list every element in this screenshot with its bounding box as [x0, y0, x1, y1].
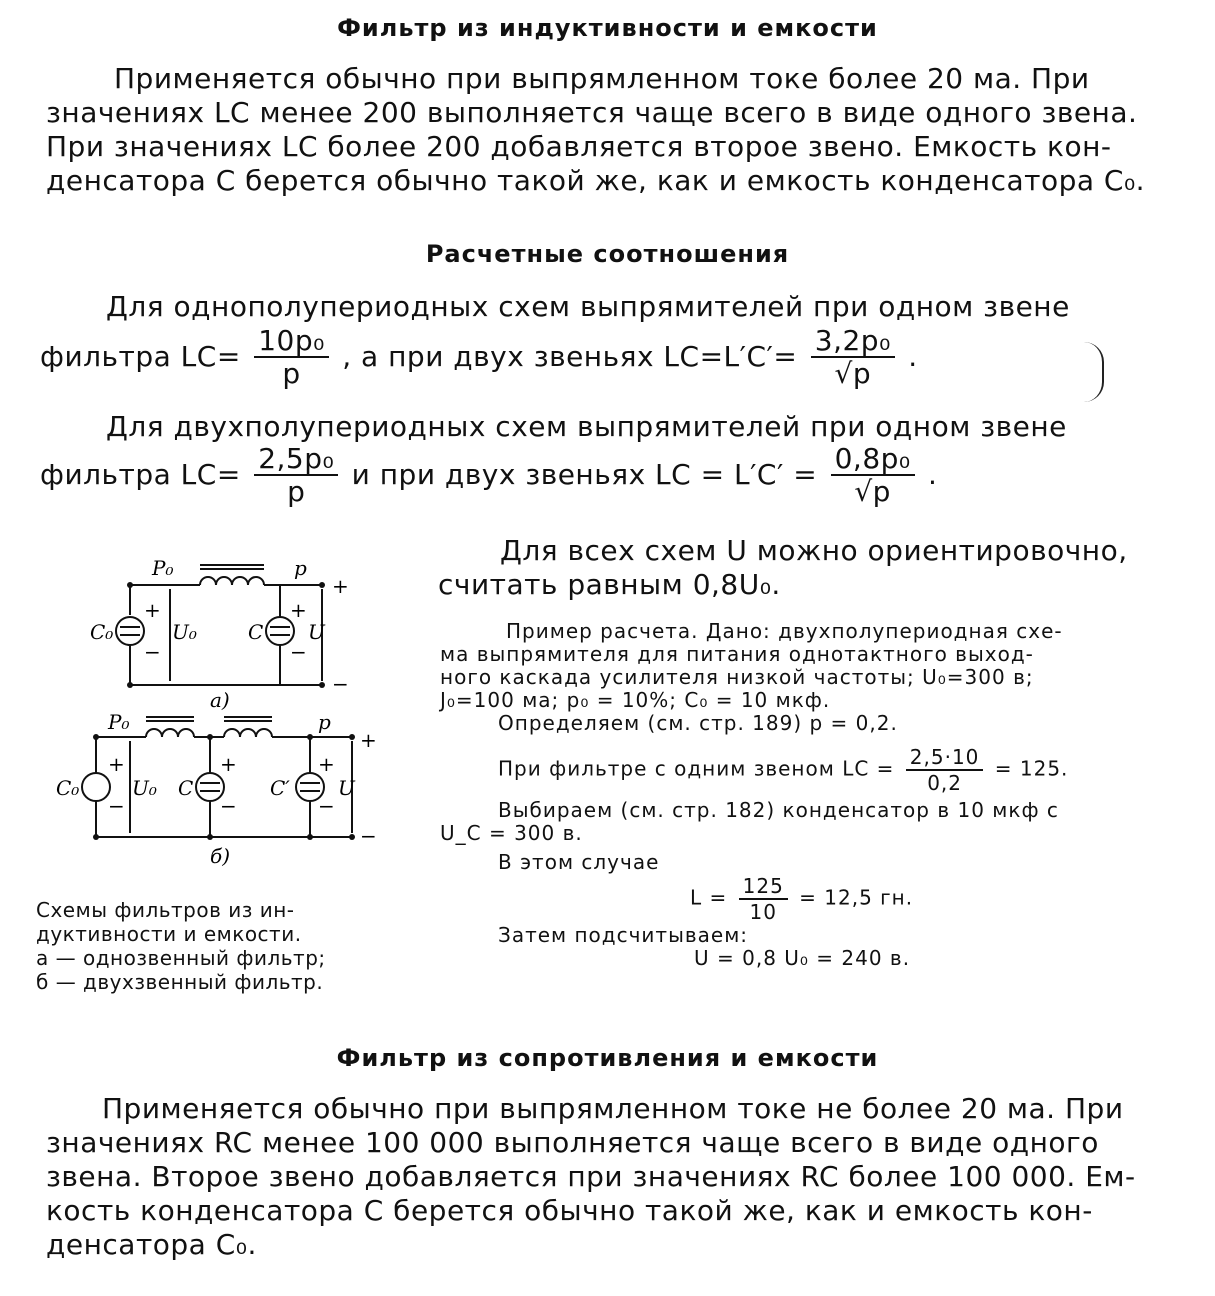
paragraph-lc-filter: [46, 62, 1176, 198]
text-line: Применяется обычно при выпрямленном токе не более 20 ма. При: [102, 1092, 1124, 1125]
formula-text: фильтра LC=: [40, 340, 241, 373]
caption-line: б — двухзвенный фильтр.: [36, 970, 324, 994]
formula-text: .: [908, 340, 918, 373]
formula-text: L =: [690, 885, 728, 910]
example-line: В этом случае: [498, 850, 660, 874]
section-heading-calc: Расчетные соотношения: [425, 240, 790, 268]
caption-line: дуктивности и емкости.: [36, 922, 302, 946]
fraction-denominator: √p: [854, 475, 891, 508]
fraction-denominator: p: [282, 357, 301, 390]
label-plus: +: [318, 752, 335, 776]
figure-caption: [36, 898, 381, 994]
formula-line-full-wave: [40, 444, 937, 508]
label-plus: +: [144, 598, 161, 622]
section-heading-rc: Фильтр из сопротивления и емкости: [336, 1044, 879, 1072]
fraction: [831, 444, 915, 508]
caption-line: а — однозвенный фильтр;: [36, 946, 326, 970]
fraction-numerator: 0,8p₀: [831, 444, 915, 476]
fraction: [739, 874, 788, 924]
label-u: U: [308, 620, 325, 644]
label-minus: −: [332, 672, 349, 696]
label-plus: +: [290, 598, 307, 622]
label-c0: C₀: [90, 620, 114, 644]
fraction-numerator: 10p₀: [254, 326, 329, 358]
label-plus: +: [108, 752, 125, 776]
example-line: Определяем (см. стр. 189) p = 0,2.: [498, 711, 898, 735]
label-minus: −: [144, 640, 161, 664]
formula-line-half-wave: [40, 326, 918, 390]
formula-text: = 12,5 гн.: [799, 885, 914, 910]
section-heading-lc: Фильтр из индуктивности и емкости: [337, 14, 878, 42]
text-line: Для двухполупериодных схем выпрямителей при одном звене: [106, 410, 1067, 443]
example-line: U = 0,8 U₀ = 240 в.: [694, 946, 911, 970]
fraction-denominator: p: [287, 475, 306, 508]
example-formula: [440, 745, 1180, 795]
label-b: б): [210, 844, 231, 868]
label-plus: +: [332, 574, 349, 598]
label-minus: −: [290, 640, 307, 664]
fraction: [906, 745, 984, 795]
label-u: U: [338, 776, 355, 800]
example-formula: [440, 874, 1180, 924]
label-c0: C₀: [56, 776, 80, 800]
formula-text: , а при двух звеньях LC=L′C′=: [342, 340, 798, 373]
label-p: p: [294, 556, 307, 580]
example-line: Затем подсчитываем:: [498, 923, 749, 947]
label-minus: −: [318, 794, 335, 818]
text-line: звена. Второе звено добавляется при значениях RC более 100 000. Ем-: [46, 1160, 1136, 1193]
fraction-denominator: 0,2: [927, 771, 962, 795]
fraction-numerator: 2,5·10: [906, 745, 984, 771]
label-c: C: [178, 776, 194, 800]
text-line: считать равным 0,8U₀.: [438, 568, 781, 601]
label-plus: +: [220, 752, 237, 776]
formula-text: фильтра LC=: [40, 458, 241, 491]
label-p0: P₀: [108, 710, 130, 734]
fraction: [254, 326, 329, 390]
label-p: p: [318, 710, 331, 734]
text-line: значениях LC менее 200 выполняется чаще всего в виде одного звена.: [46, 96, 1138, 129]
text-line: Для однополупериодных схем выпрямителей при одном звене: [106, 290, 1070, 323]
example-line: Пример расчета. Дано: двухполупериодная схе-: [506, 619, 1063, 643]
label-p0: P₀: [152, 556, 174, 580]
text-line: При значениях LC более 200 добавляется второе звено. Емкость кон-: [46, 130, 1112, 163]
label-minus: −: [220, 794, 237, 818]
label-c: C: [248, 620, 264, 644]
text-line: кость конденсатора C берется обычно такой же, как и емкость кон-: [46, 1194, 1093, 1227]
fraction: [254, 444, 338, 508]
filter-circuit-diagrams: [56, 545, 400, 875]
example-line: U_C = 300 в.: [440, 821, 583, 845]
margin-bracket: [1082, 342, 1104, 402]
fraction-denominator: 10: [749, 900, 777, 924]
example-block: [440, 620, 1180, 970]
example-line: ного каскада усилителя низкой частоты; U₀=300 в;: [440, 665, 1034, 689]
text-line: Применяется обычно при выпрямленном токе более 20 ма. При: [114, 62, 1090, 95]
formula-text: При фильтре с одним звеном LC =: [498, 756, 895, 781]
example-line: ма выпрямителя для питания однотактного выход-: [440, 642, 1034, 666]
formula-text: = 125.: [994, 756, 1069, 781]
fraction: [811, 326, 895, 390]
label-u0: U₀: [132, 776, 157, 800]
formula-text: и при двух звеньях LC = L′C′ =: [351, 458, 818, 491]
label-u0: U₀: [172, 620, 197, 644]
fraction-denominator: √p: [834, 357, 872, 390]
fraction-numerator: 2,5p₀: [254, 444, 338, 476]
label-minus: −: [108, 794, 125, 818]
fraction-numerator: 3,2p₀: [811, 326, 895, 358]
label-c-prime: C′: [270, 776, 290, 800]
label-a: а): [210, 688, 230, 712]
text-line: денсатора C₀.: [46, 1228, 257, 1261]
example-line: Выбираем (см. стр. 182) конденсатор в 10 мкф с: [498, 798, 1059, 822]
fraction-numerator: 125: [739, 874, 788, 900]
example-line: J₀=100 ма; p₀ = 10%; C₀ = 10 мкф.: [440, 688, 831, 712]
caption-line: Схемы фильтров из ин-: [36, 898, 295, 922]
formula-text: .: [928, 458, 938, 491]
paragraph-rc-filter: [46, 1092, 1176, 1262]
text-line: денсатора C берется обычно такой же, как и емкость конденсатора C₀.: [46, 164, 1146, 197]
text-line: значениях RC менее 100 000 выполняется чаще всего в виде одного: [46, 1126, 1099, 1159]
label-plus: +: [360, 728, 377, 752]
text-line: Для всех схем U можно ориентировочно,: [500, 534, 1128, 567]
label-minus: −: [360, 824, 377, 848]
